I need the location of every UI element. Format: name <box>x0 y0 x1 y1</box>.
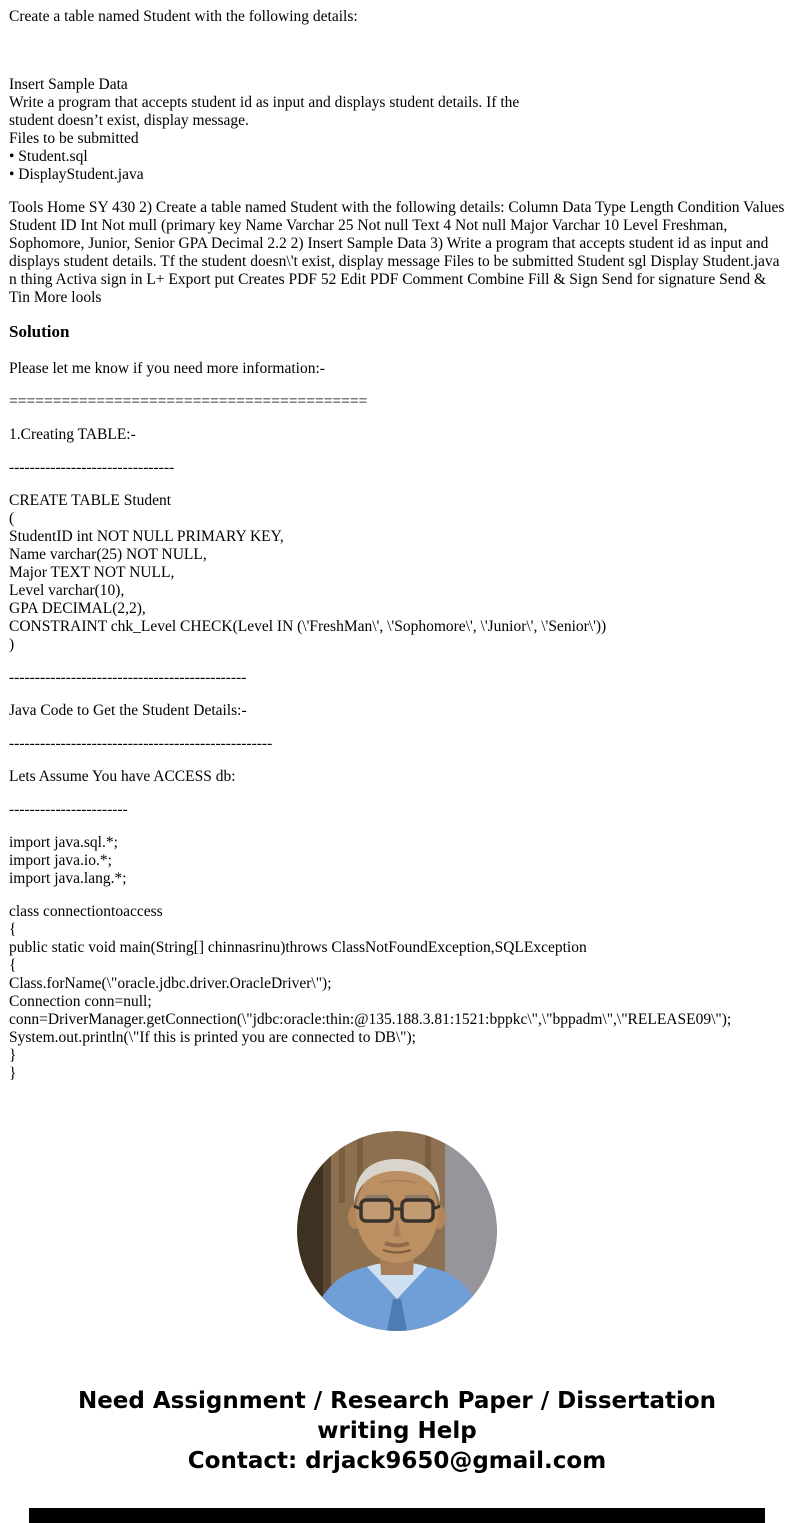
java-code-line: Connection conn=null; <box>9 993 152 1010</box>
equals-divider: ========================================= <box>9 393 368 410</box>
question-details <box>9 76 785 184</box>
dash-divider-3: --------------------------------------------------- <box>9 735 273 752</box>
java-code-block <box>9 903 785 1083</box>
question-line: Write a program that accepts student id as input and displays student details. If the <box>9 94 520 111</box>
bottom-black-bar <box>29 1508 765 1523</box>
question-intro: Create a table named Student with the following details: <box>9 8 358 25</box>
java-code-line: System.out.println(\"If this is printed you are connected to DB\"); <box>9 1029 416 1046</box>
question-line: Files to be submitted <box>9 130 139 147</box>
java-import-line: import java.sql.*; <box>9 834 118 851</box>
java-code-line: class connectiontoaccess <box>9 903 163 920</box>
question-bullet-item: • DisplayStudent.java <box>9 166 144 183</box>
java-imports-block <box>9 834 785 888</box>
ocr-text-blob: Tools Home SY 430 2) Create a table named Student with the following details: Column Data Type Length Condition Values Student ID Int Not mull (primary key Name Varchar 25 Not null Text 4 Not null Major Varchar 10 Level Freshman, Sophomore, Junior, Senior GPA Decimal 2.2 2) Insert Sample Data 3) Write a program that accepts student id as input and displays student details. Tf the student doesn\'t exist, display message Files to be submitted Student sgl Display Student.java n thing Activa sign in L+ Export put Creates PDF 52 Edit PDF Comment Combine Fill & Sign Send for signature Send & Tin More lools <box>9 199 789 306</box>
sql-code-line: StudentID int NOT NULL PRIMARY KEY, <box>9 528 284 545</box>
java-code-line: { <box>9 957 17 974</box>
question-line: student doesn’t exist, display message. <box>9 112 249 129</box>
blank-space <box>9 41 785 76</box>
footer-promo <box>9 1386 785 1476</box>
java-code-line: conn=DriverManager.getConnection(\"jdbc:oracle:thin:@135.188.3.81:1521:bppkc\",\"bppadm\",\"RELEASE09\"); <box>9 1011 732 1028</box>
sql-code-line: CREATE TABLE Student <box>9 492 172 509</box>
java-import-line: import java.io.*; <box>9 852 112 869</box>
promo-contact-email: Contact: drjack9650@gmail.com <box>187 1448 607 1474</box>
java-code-line: } <box>9 1065 17 1082</box>
solution-heading: Solution <box>9 322 70 341</box>
promo-heading-line1: Need Assignment / Research Paper / Dissertation <box>77 1388 717 1414</box>
java-code-line: Class.forName(\"oracle.jdbc.driver.OracleDriver\"); <box>9 975 332 992</box>
sql-code-line: GPA DECIMAL(2,2), <box>9 600 146 617</box>
dash-divider-4: ----------------------- <box>9 801 128 818</box>
solution-intro: Please let me know if you need more information:- <box>9 360 325 377</box>
java-code-label: Java Code to Get the Student Details:- <box>9 702 247 719</box>
sql-code-line: Name varchar(25) NOT NULL, <box>9 546 207 563</box>
tutor-avatar <box>297 1131 497 1331</box>
sql-code-line: Level varchar(10), <box>9 582 125 599</box>
assume-access-label: Lets Assume You have ACCESS db: <box>9 768 236 785</box>
sql-code-line: ) <box>9 636 15 653</box>
question-intro-block <box>9 8 785 26</box>
question-line: Insert Sample Data <box>9 76 128 93</box>
tutor-photo-icon <box>297 1131 497 1331</box>
sql-code-line: CONSTRAINT chk_Level CHECK(Level IN (\'FreshMan\', \'Sophomore\', \'Junior\', \'Senior\')) <box>9 618 607 635</box>
creating-table-label: 1.Creating TABLE:- <box>9 426 136 443</box>
sql-code-block <box>9 492 785 654</box>
java-code-line: } <box>9 1047 17 1064</box>
dash-divider-2: ---------------------------------------------- <box>9 669 247 686</box>
question-bullet-item: • Student.sql <box>9 148 88 165</box>
dash-divider-1: -------------------------------- <box>9 459 175 476</box>
promo-heading-line2: writing Help <box>317 1418 477 1444</box>
sql-code-line: Major TEXT NOT NULL, <box>9 564 175 581</box>
java-import-line: import java.lang.*; <box>9 870 127 887</box>
java-code-line: { <box>9 921 17 938</box>
sql-code-line: ( <box>9 510 15 527</box>
java-code-line: public static void main(String[] chinnasrinu)throws ClassNotFoundException,SQLException <box>9 939 587 956</box>
